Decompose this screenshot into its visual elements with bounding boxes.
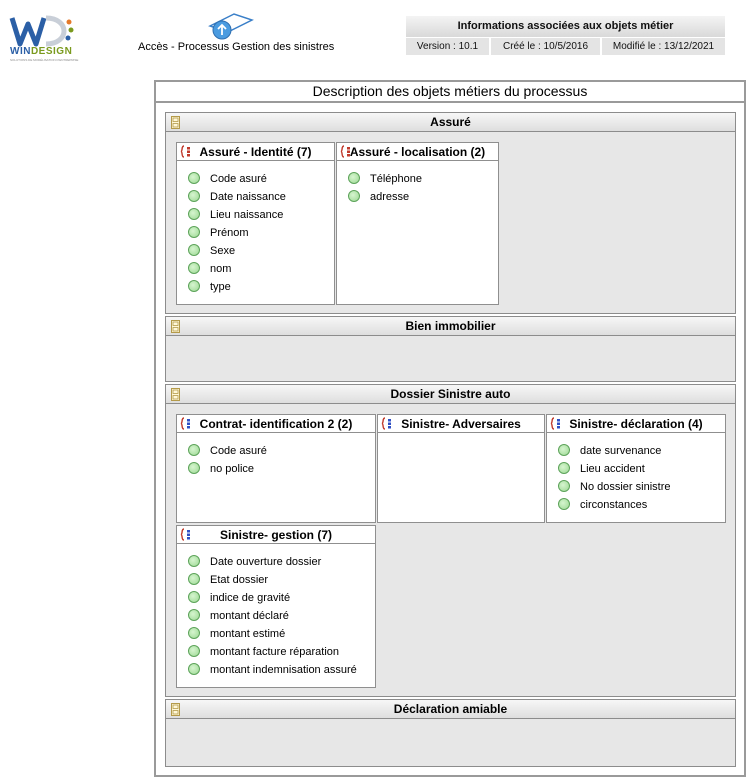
entity-header bbox=[177, 143, 334, 161]
entity-header bbox=[177, 526, 375, 544]
attribute-row: Sexe bbox=[188, 242, 235, 260]
attribute-row: Lieu accident bbox=[558, 460, 645, 478]
attribute-row: Etat dossier bbox=[188, 571, 268, 589]
section-title: Déclaration amiable bbox=[393, 702, 508, 716]
attribute-row: montant déclaré bbox=[188, 607, 289, 625]
section-icon bbox=[171, 320, 180, 333]
attribute-dot-icon bbox=[558, 444, 570, 456]
entity-assure-localisation[interactable] bbox=[336, 142, 499, 305]
entity-header bbox=[177, 415, 375, 433]
logo-tagline: SOLUTIONS DE MODÉLISATION D'ENTREPRISE bbox=[10, 58, 79, 62]
entity-icon bbox=[381, 417, 393, 430]
attribute-dot-icon bbox=[188, 280, 200, 292]
entity-sinistre-adversaires[interactable] bbox=[377, 414, 545, 523]
attribute-dot-icon bbox=[188, 663, 200, 675]
info-panel bbox=[406, 16, 726, 56]
info-title: Informations associées aux objets métier bbox=[406, 16, 725, 37]
entity-header bbox=[378, 415, 544, 433]
attribute-row: no police bbox=[188, 460, 254, 478]
logo-wordmark: WINDESIGN bbox=[10, 46, 73, 57]
attribute-row: Code asuré bbox=[188, 170, 267, 188]
attribute-dot-icon bbox=[188, 190, 200, 202]
process-link[interactable]: Accès - Processus Gestion des sinistres bbox=[138, 41, 335, 53]
section-dossier-sinistre-auto bbox=[165, 384, 736, 697]
entity-icon bbox=[550, 417, 562, 430]
attribute-dot-icon bbox=[188, 555, 200, 567]
attribute-dot-icon bbox=[188, 172, 200, 184]
attribute-dot-icon bbox=[188, 591, 200, 603]
modified-date: Modifié le : 13/12/2021 bbox=[602, 38, 725, 55]
attribute-dot-icon bbox=[188, 244, 200, 256]
process-up-arrow-icon[interactable] bbox=[208, 10, 256, 42]
attribute-dot-icon bbox=[188, 226, 200, 238]
attribute-row: montant indemnisation assuré bbox=[188, 661, 357, 679]
entity-title: Contrat- identification 2 (2) bbox=[199, 417, 353, 431]
attribute-dot-icon bbox=[558, 498, 570, 510]
section-title: Dossier Sinistre auto bbox=[390, 387, 511, 401]
attribute-dot-icon bbox=[558, 462, 570, 474]
page-title: Description des objets métiers du processus bbox=[154, 80, 746, 103]
attribute-dot-icon bbox=[188, 444, 200, 456]
entity-contrat-identification[interactable] bbox=[176, 414, 376, 523]
section-assure bbox=[165, 112, 736, 314]
attribute-dot-icon bbox=[348, 190, 360, 202]
entity-title: Sinistre- gestion (7) bbox=[219, 528, 332, 542]
section-title: Bien immobilier bbox=[405, 319, 496, 333]
entity-header bbox=[337, 143, 498, 161]
attribute-row: circonstances bbox=[558, 496, 647, 514]
attribute-row: No dossier sinistre bbox=[558, 478, 670, 496]
entity-title: Sinistre- déclaration (4) bbox=[569, 417, 703, 431]
attribute-dot-icon bbox=[558, 480, 570, 492]
attribute-row: date survenance bbox=[558, 442, 661, 460]
attribute-row: Date ouverture dossier bbox=[188, 553, 321, 571]
section-header bbox=[166, 700, 735, 719]
created-date: Créé le : 10/5/2016 bbox=[491, 38, 600, 55]
section-icon bbox=[171, 388, 180, 401]
entity-title: Assuré - Identité (7) bbox=[199, 145, 312, 159]
attribute-dot-icon bbox=[188, 609, 200, 621]
entity-icon bbox=[180, 145, 192, 158]
entity-assure-identite[interactable] bbox=[176, 142, 335, 305]
attribute-row: Code asuré bbox=[188, 442, 267, 460]
section-declaration-amiable bbox=[165, 699, 736, 767]
version-label: Version : 10.1 bbox=[406, 38, 489, 55]
attribute-dot-icon bbox=[188, 462, 200, 474]
attribute-row: montant facture réparation bbox=[188, 643, 339, 661]
attribute-row: type bbox=[188, 278, 231, 296]
attribute-row: indice de gravité bbox=[188, 589, 290, 607]
attribute-row: montant estimé bbox=[188, 625, 285, 643]
attribute-dot-icon bbox=[188, 208, 200, 220]
section-icon bbox=[171, 703, 180, 716]
entity-icon bbox=[180, 417, 192, 430]
section-bien-immobilier bbox=[165, 316, 736, 382]
attribute-row: adresse bbox=[348, 188, 409, 206]
section-header bbox=[166, 113, 735, 132]
section-title: Assuré bbox=[430, 115, 471, 129]
entity-title: Sinistre- Adversaires bbox=[401, 417, 521, 431]
attribute-dot-icon bbox=[188, 627, 200, 639]
entity-title: Assuré - localisation (2) bbox=[349, 145, 486, 159]
entity-icon bbox=[180, 528, 192, 541]
attribute-dot-icon bbox=[348, 172, 360, 184]
entity-header bbox=[547, 415, 725, 433]
attribute-row: Téléphone bbox=[348, 170, 422, 188]
section-header bbox=[166, 317, 735, 336]
entity-sinistre-declaration[interactable] bbox=[546, 414, 726, 523]
entity-sinistre-gestion[interactable] bbox=[176, 525, 376, 688]
attribute-row: Lieu naissance bbox=[188, 206, 283, 224]
entity-icon bbox=[340, 145, 352, 158]
attribute-row: Prénom bbox=[188, 224, 249, 242]
attribute-dot-icon bbox=[188, 573, 200, 585]
attribute-row: Date naissance bbox=[188, 188, 286, 206]
section-header bbox=[166, 385, 735, 404]
attribute-dot-icon bbox=[188, 262, 200, 274]
section-icon bbox=[171, 116, 180, 129]
attribute-row: nom bbox=[188, 260, 231, 278]
attribute-dot-icon bbox=[188, 645, 200, 657]
